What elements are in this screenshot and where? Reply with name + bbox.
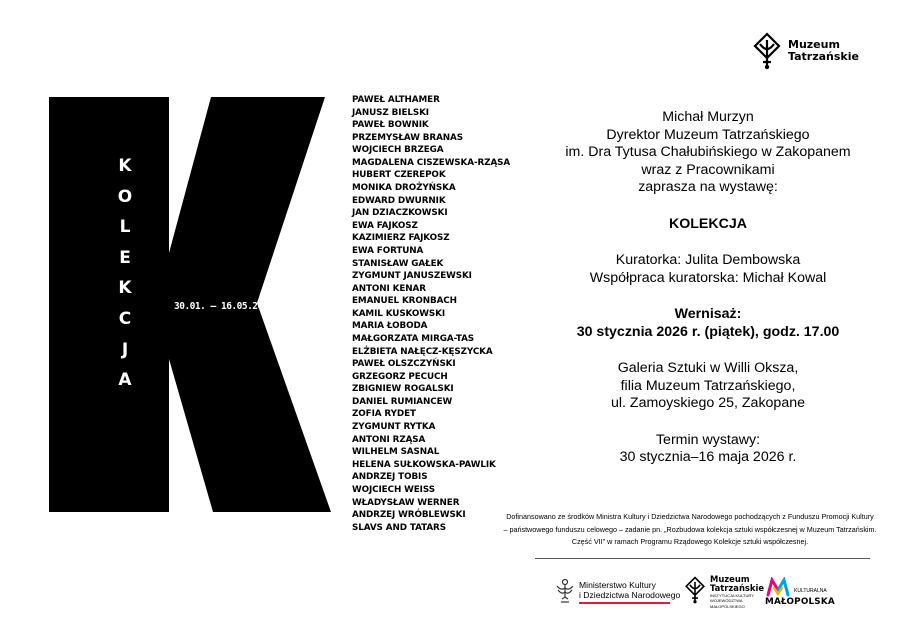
artist-name: MAGDALENA CISZEWSKA-RZĄSA [352,157,511,168]
artist-name: ELŻBIETA NAŁĘCZ-KĘSZYCKA [352,346,493,357]
artist-name: ANTONI KENAR [352,283,426,294]
artist-name: ZBIGNIEW ROGALSKI [352,384,454,395]
museum-logo-bottom [684,575,764,609]
ministry-logo [555,577,680,605]
funding-line: – państwowego funduszu celowego – zadanie pn. „Rozbudowa kolekcja sztuki współczesnej w Muzeum Tatrzańskim. [503,524,877,534]
artist-name: EWA FORTUNA [352,245,424,256]
museum-sub-line: MAŁOPOLSKIEGO [710,603,745,609]
artist-name: WILHELM SASNAL [352,447,440,458]
artist-name: PAWEŁ ALTHAMER [352,95,440,105]
curator: Kuratorka: Julita Dembowska [615,252,801,268]
artist-name: EDWARD DWURNIK [352,195,446,206]
ministry-line1: Ministerstwo Kultury [579,580,656,590]
artist-name: KAZIMIERZ FAJKOSZ [352,233,450,244]
museum-bottom-line1: Muzeum [710,574,750,584]
host-with: wraz z Pracownikami [641,161,775,178]
host-name: Michał Murzyn [662,109,754,125]
eagle-emblem-icon [555,577,575,605]
term-dates: 30 stycznia–16 maja 2026 r. [619,449,797,465]
museum-emblem-icon [684,575,706,605]
funding-line: Część VII" w ramach Programu Rządowego Kolekcje sztuki współczesnej. [571,537,809,546]
venue-line: Galeria Sztuki w Willi Oksza, [617,360,799,376]
artist-name: PAWEŁ OLSZCZYŃSKI [352,359,456,370]
artist-name: ANDRZEJ WRÓBLEWSKI [352,510,466,521]
museum-logo [752,32,859,70]
artist-name: SLAVS AND TATARS [352,522,446,533]
exhibition-dates: 30.01. – 16.05.2026 [174,301,274,312]
museum-sub-line: INSTYTUCJA KULTURY [710,593,754,598]
artist-name: ZYGMUNT JANUSZEWSKI [352,271,472,282]
artist-name: HELENA SUŁKOWSKA-PAWLIK [352,459,496,470]
malopolska-m-icon [765,577,791,597]
artist-name: JANUSZ BIELSKI [352,107,429,118]
title-letter: C [118,308,132,329]
vertical-title [111,151,139,396]
host-invites: zaprasza na wystawę: [638,179,778,195]
opening-label: Wernisaż: [674,306,742,322]
artist-name: MAŁGORZATA MIRGA-TAS [352,333,475,344]
footer-divider [535,558,870,559]
artist-name: DANIEL RUMIANCEW [352,396,453,407]
artist-name: ANTONI RZĄSA [352,434,426,445]
title-letter: K [118,278,132,299]
artist-name: MONIKA DROŻYŃSKA [352,183,456,194]
exhibition-title: KOLEKCJA [668,215,748,232]
funding-note [496,511,884,549]
host-title: Dyrektor Muzeum Tatrzańskiego [606,126,810,143]
co-curator: Współpraca kuratorska: Michał Kowal [589,269,827,286]
opening-date: 30 stycznia 2026 r. (piątek), godz. 17.00 [576,323,840,340]
host-institution: im. Dra Tytusa Chałubińskiego w Zakopanem [565,144,851,160]
title-letter: L [119,217,131,238]
term-label: Termin wystawy: [655,431,761,448]
malopolska-tagline: KULTURALNA [794,588,827,594]
artists-list [352,94,510,534]
museum-sub-line: WOJEWÓDZTWA [710,598,743,604]
artist-name: WOJCIECH BRZEGA [352,145,444,156]
title-letter: K [118,156,132,176]
artist-name: PAWEŁ BOWNIK [352,120,429,131]
malopolska-name: MAŁOPOLSKA [765,597,835,607]
artist-name: WOJCIECH WEISS [352,484,435,495]
museum-logo-line1: Muzeum [788,38,840,51]
museum-emblem-icon [752,32,782,70]
museum-bottom-line2: Tatrzańskie [710,583,765,593]
artist-name: STANISŁAW GAŁEK [352,258,444,269]
ministry-red-line [579,602,670,604]
title-letter: A [118,370,132,391]
artist-name: ZOFIA RYDET [352,409,416,420]
artist-name: GRZEGORZ PECUCH [352,371,448,382]
venue-line: filia Muzeum Tatrzańskiego, [620,377,796,394]
ministry-line2: i Dziedzictwa Narodowego [579,590,681,600]
venue-line: ul. Zamoyskiego 25, Zakopane [610,395,805,411]
artist-name: PRZEMYSŁAW BRANAS [352,132,463,143]
artist-name: KAMIL KUSKOWSKI [352,308,445,319]
artist-name: EMANUEL KRONBACH [352,296,457,307]
artist-name: JAN DZIACZKOWSKI [352,208,448,219]
invitation-text [528,109,888,467]
malopolska-logo [765,577,835,607]
artist-name: ANDRZEJ TOBIS [352,472,428,483]
title-letter: E [119,247,131,268]
funding-line: Dofinansowano ze środków Ministra Kultury i Dziedzictwa Narodowego pochodzących z Funduszu Promocji Kultury [506,512,874,521]
artist-name: WŁADYSŁAW WERNER [352,497,460,508]
artist-name: ZYGMUNT RYTKA [352,422,436,433]
artist-name: EWA FAJKOSZ [352,220,418,231]
artist-name: MARIA ŁOBODA [352,321,428,332]
title-letter: O [117,186,133,207]
museum-logo-line2: Tatrzańskie [788,50,859,63]
artist-name: HUBERT CZEREPOK [352,170,446,181]
title-letter: J [121,339,129,360]
